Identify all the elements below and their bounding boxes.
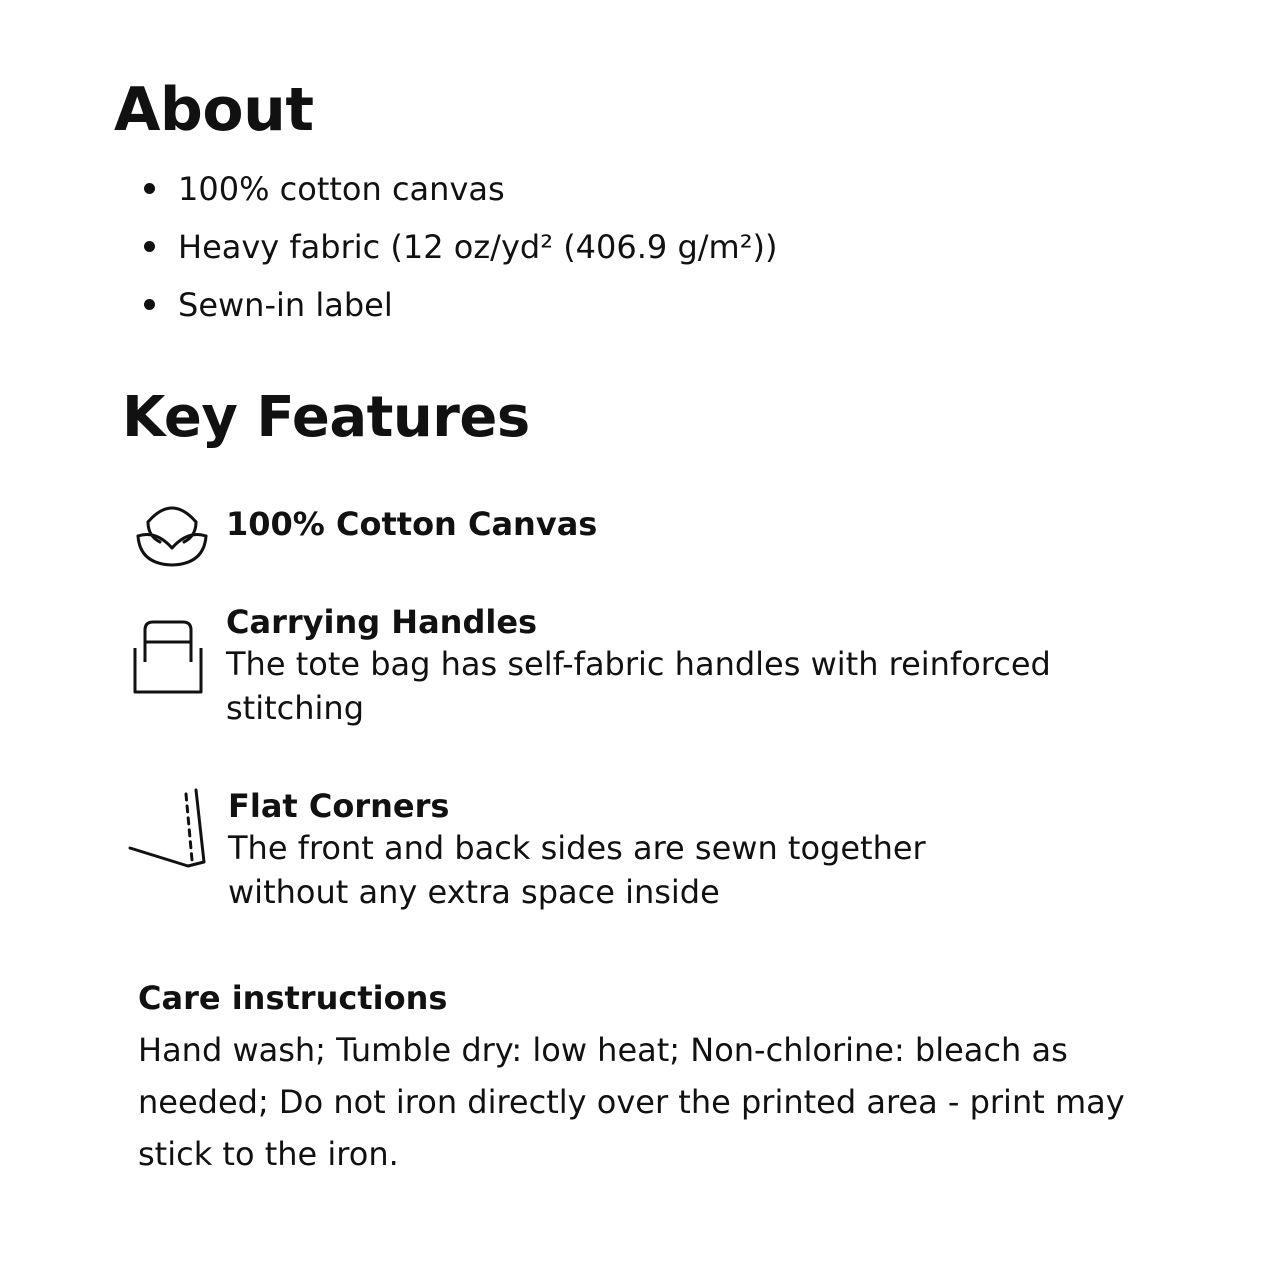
key-features-title: Key Features bbox=[122, 385, 530, 450]
cotton-leaf-icon bbox=[134, 500, 210, 570]
feature-heading: 100% Cotton Canvas bbox=[226, 505, 598, 543]
feature-heading: Flat Corners bbox=[228, 787, 450, 825]
about-title: About bbox=[114, 75, 314, 145]
care-instructions-text: Hand wash; Tumble dry: low heat; Non-chlorine: bleach as needed; Do not iron directly over the printed area - print may stick to the iron. bbox=[138, 1031, 1125, 1173]
flat-corner-stitch-icon bbox=[126, 786, 210, 870]
care-instructions-heading: Care instructions bbox=[138, 979, 448, 1017]
feature-heading: Carrying Handles bbox=[226, 603, 538, 641]
about-item: Heavy fabric (12 oz/yd² (406.9 g/m²)) bbox=[140, 218, 778, 276]
feature-description: The front and back sides are sewn together without any extra space inside bbox=[228, 829, 926, 911]
tote-bag-icon bbox=[130, 618, 206, 696]
feature-description: The tote bag has self-fabric handles with reinforced stitching bbox=[226, 645, 1051, 727]
about-item: Sewn-in label bbox=[140, 276, 778, 334]
about-item: 100% cotton canvas bbox=[140, 160, 778, 218]
about-list bbox=[140, 160, 778, 334]
